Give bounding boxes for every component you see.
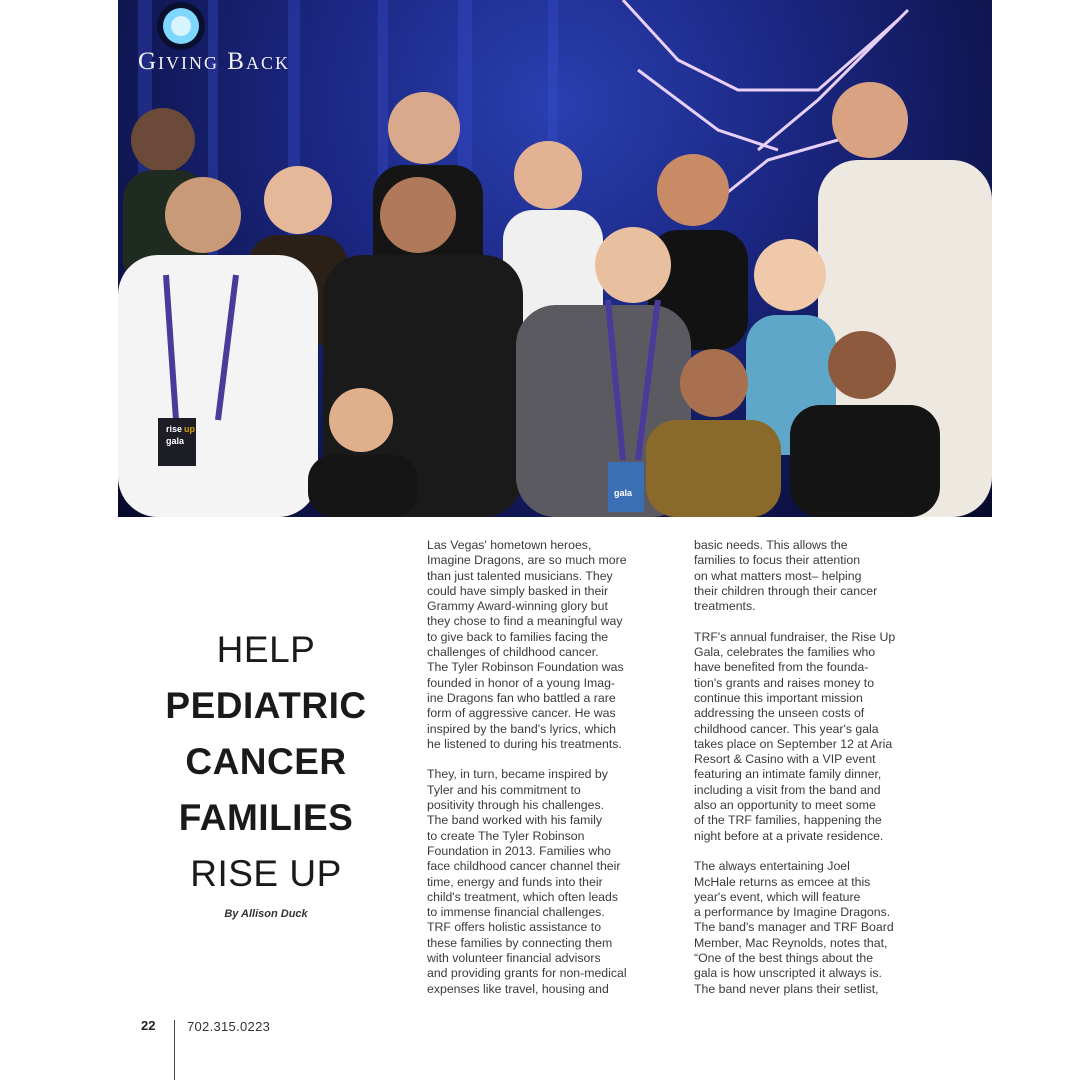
text-line: a performance by Imagine Dragons. — [694, 905, 891, 920]
text-line: founded in honor of a young Imag- — [427, 675, 616, 690]
text-line: with volunteer financial advisors — [427, 951, 601, 966]
text-line: takes place on September 12 at Aria — [694, 736, 893, 751]
paragraph — [427, 767, 662, 996]
headline-line-1: HELP — [216, 629, 316, 670]
text-line: featuring an intimate family dinner, — [694, 767, 882, 782]
text-line: Imagine Dragons, are so much more — [427, 553, 627, 568]
group-photo — [118, 0, 992, 517]
text-line: form of aggressive cancer. He was — [427, 706, 616, 721]
text-line: and providing grants for non-medical — [427, 966, 627, 981]
text-line: Grammy Award-winning glory but — [427, 599, 608, 614]
headline-line-2: PEDIATRIC — [165, 685, 367, 726]
text-line: to create The Tyler Robinson — [427, 828, 585, 843]
text-line: Foundation in 2013. Families who — [427, 843, 611, 858]
text-line: could have simply basked in their — [427, 583, 609, 598]
section-label: Giving Back — [138, 48, 290, 75]
text-line: inspired by the band's lyrics, which — [427, 721, 616, 736]
text-line: they chose to find a meaningful way — [427, 614, 623, 629]
text-line: have benefited from the founda- — [694, 660, 869, 675]
text-line: than just talented musicians. They — [427, 568, 613, 583]
text-line: “One of the best things about the — [694, 951, 874, 966]
headline-line-3: CANCER — [185, 741, 347, 782]
text-line: time, energy and funds into their — [427, 874, 603, 889]
text-line: The band's manager and TRF Board — [694, 920, 894, 935]
badge-right-text: gala — [614, 488, 633, 498]
text-line: The band never plans their setlist, — [694, 981, 879, 996]
text-line: Tyler and his commitment to — [427, 782, 581, 797]
headline — [130, 622, 402, 902]
footer-phone: 702.315.0223 — [187, 1019, 271, 1034]
stage-light-icon — [157, 2, 205, 50]
text-line: They, in turn, became inspired by — [427, 767, 608, 782]
text-line: Resort & Casino with a VIP event — [694, 752, 876, 767]
badge-right — [608, 462, 644, 512]
text-line: The always entertaining Joel — [694, 859, 850, 874]
text-line: TRF's annual fundraiser, the Rise Up — [694, 629, 896, 644]
text-line: McHale returns as emcee at this — [694, 874, 871, 889]
headline-line-5: RISE UP — [190, 853, 342, 894]
text-line: to give back to families facing the — [427, 629, 609, 644]
text-line: The band worked with his family — [427, 813, 602, 828]
text-line: on what matters most– helping — [694, 568, 862, 583]
text-line: of the TRF families, happening the — [694, 813, 882, 828]
article-column-2 — [694, 538, 929, 1012]
text-line: challenges of childhood cancer. — [427, 645, 599, 660]
group-photo-illustration — [118, 0, 992, 517]
badge-left-text-1: rise — [166, 424, 183, 434]
text-line: basic needs. This allows the — [694, 538, 848, 552]
text-line: including a visit from the band and — [694, 782, 881, 797]
text-line: tion's grants and raises money to — [694, 675, 875, 690]
text-line: treatments. — [694, 599, 756, 614]
text-line: childhood cancer. This year's gala — [694, 721, 879, 736]
headline-line-4: FAMILIES — [178, 797, 354, 838]
text-line: gala is how unscripted it always is. — [694, 966, 882, 981]
paragraph — [694, 538, 929, 614]
badge-left-text-2: up — [184, 424, 195, 434]
article-column-1 — [427, 538, 662, 1012]
footer-divider — [174, 1020, 175, 1080]
text-line: ine Dragons fan who battled a rare — [427, 690, 616, 705]
text-line: night before at a private residence. — [694, 828, 884, 843]
badge-left — [158, 418, 196, 466]
paragraph — [694, 859, 929, 997]
text-line: Las Vegas' hometown heroes, — [427, 538, 592, 552]
text-line: Member, Mac Reynolds, notes that, — [694, 935, 888, 950]
badge-left-text-3: gala — [166, 436, 185, 446]
paragraph — [427, 538, 662, 752]
page-number: 22 — [141, 1018, 156, 1033]
text-line: continue this important mission — [694, 690, 863, 705]
text-line: The Tyler Robinson Foundation was — [427, 660, 624, 675]
paragraph — [694, 630, 929, 844]
byline: By Allison Duck — [224, 908, 308, 920]
text-line: families to focus their attention — [694, 553, 861, 568]
text-line: TRF offers holistic assistance to — [427, 920, 602, 935]
text-line: addressing the unseen costs of — [694, 706, 865, 721]
text-line: their children through their cancer — [694, 583, 878, 598]
text-line: positivity through his challenges. — [427, 798, 605, 813]
text-line: year's event, which will feature — [694, 889, 861, 904]
text-line: also an opportunity to meet some — [694, 798, 876, 813]
text-line: to immense financial challenges. — [427, 905, 605, 920]
text-line: child's treatment, which often leads — [427, 889, 618, 904]
text-line: face childhood cancer channel their — [427, 859, 621, 874]
text-line: he listened to during his treatments. — [427, 736, 622, 751]
text-line: these families by connecting them — [427, 935, 613, 950]
text-line: expenses like travel, housing and — [427, 981, 609, 996]
text-line: Gala, celebrates the families who — [694, 645, 876, 660]
